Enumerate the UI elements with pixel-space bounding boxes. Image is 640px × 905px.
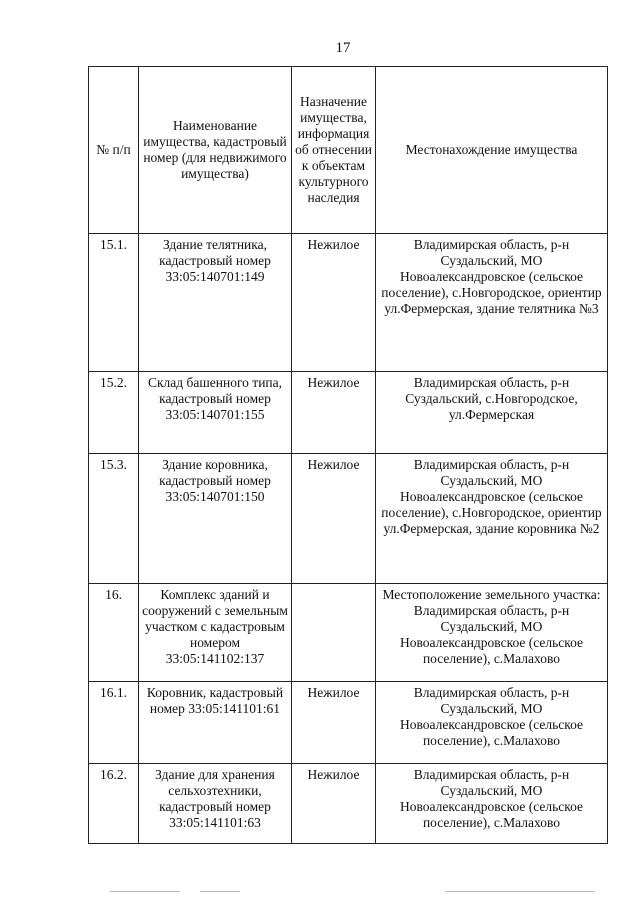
table-header-row <box>89 67 608 234</box>
row-location: Владимирская область, р-н Суздальский, МО Новоалександровское (сельское поселение), с.Новгородское, ориентир ул.Фермерская, здание телятника №3 <box>376 234 608 372</box>
row-purpose: Нежилое <box>292 372 376 454</box>
row-purpose <box>292 584 376 682</box>
scan-artifact <box>200 891 240 892</box>
row-location: Владимирская область, р-н Суздальский, с.Новгородское, ул.Фермерская <box>376 372 608 454</box>
row-name: Комплекс зданий и сооружений с земельным участком с кадастровым номером 33:05:141102:137 <box>139 584 292 682</box>
row-location: Владимирская область, р-н Суздальский, МО Новоалександровское (сельское поселение), с.Новгородское, ориентир ул.Фермерская, здание коровника №2 <box>376 454 608 584</box>
row-number: 15.2. <box>89 372 139 454</box>
header-name: Наименование имущества, кадастровый номер (для недвижимого имущества) <box>139 67 292 234</box>
row-purpose: Нежилое <box>292 764 376 844</box>
table-row <box>89 234 608 372</box>
table-row <box>89 454 608 584</box>
header-purpose: Назначение имущества, информация об отнесении к объектам культурного наследия <box>292 67 376 234</box>
row-name: Склад башенного типа, кадастровый номер 33:05:140701:155 <box>139 372 292 454</box>
row-number: 15.3. <box>89 454 139 584</box>
row-purpose: Нежилое <box>292 682 376 764</box>
scan-artifact <box>110 891 180 892</box>
row-purpose: Нежилое <box>292 454 376 584</box>
row-number: 16. <box>89 584 139 682</box>
row-purpose: Нежилое <box>292 234 376 372</box>
row-location: Владимирская область, р-н Суздальский, МО Новоалександровское (сельское поселение), с.Малахово <box>376 682 608 764</box>
property-table <box>88 66 608 844</box>
row-name: Здание коровника, кадастровый номер 33:05:140701:150 <box>139 454 292 584</box>
row-number: 15.1. <box>89 234 139 372</box>
row-name: Здание телятника, кадастровый номер 33:05:140701:149 <box>139 234 292 372</box>
row-location: Местоположение земельного участка: Владимирская область, р-н Суздальский, МО Новоалександровское (сельское поселение), с.Малахово <box>376 584 608 682</box>
scan-artifact <box>445 891 595 892</box>
table-row <box>89 764 608 844</box>
table-row <box>89 584 608 682</box>
row-name: Коровник, кадастровый номер 33:05:141101:61 <box>139 682 292 764</box>
row-name: Здание для хранения сельхозтехники, кадастровый номер 33:05:141101:63 <box>139 764 292 844</box>
row-number: 16.2. <box>89 764 139 844</box>
page-number: 17 <box>335 40 351 56</box>
header-location: Местонахождение имущества <box>376 67 608 234</box>
row-number: 16.1. <box>89 682 139 764</box>
header-number: № п/п <box>89 67 139 234</box>
row-location: Владимирская область, р-н Суздальский, МО Новоалександровское (сельское поселение), с.Малахово <box>376 764 608 844</box>
table-row <box>89 372 608 454</box>
table-row <box>89 682 608 764</box>
